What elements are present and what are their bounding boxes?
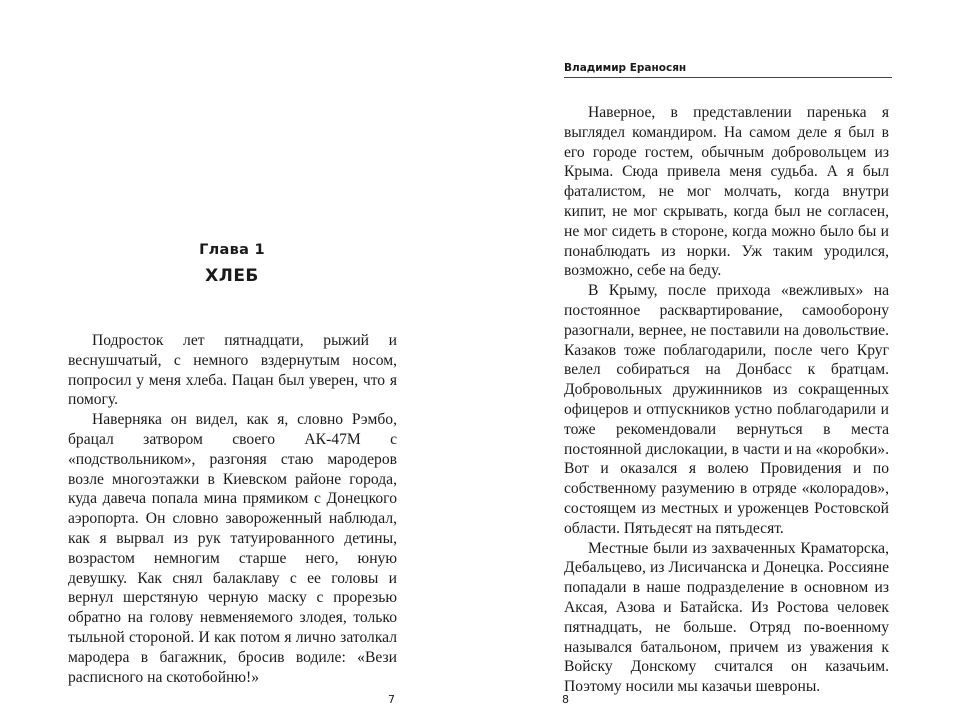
- right-body-text: [564, 103, 889, 697]
- chapter-label: Глава 1: [199, 242, 265, 258]
- left-body-text: [68, 331, 397, 687]
- running-head-author: Владимир Ераносян: [564, 62, 892, 78]
- paragraph: Подросток лет пятнадцати, рыжий и веснушчатый, с немного вздернутым носом, попросил у меня хлеба. Пацан был уверен, что я помогу.: [68, 332, 397, 409]
- paragraph: Местные были из захваченных Краматорска, Дебальцево, из Лисичанска и Донецка. Россияне попадали в наше подразделение в основном из Аксая, Азова и Батайска. Из Ростова человек пятнадцать, не больше. Отряд по-военному назывался батальоном, причем из уважения к Войску Донскому считался он казачьим. Поэтому носили мы казачьи шевроны.: [564, 539, 889, 696]
- page-number: 8: [562, 693, 569, 706]
- right-page: [478, 0, 956, 716]
- chapter-title: ХЛЕБ: [205, 266, 259, 286]
- paragraph: Наверное, в представлении паренька я выглядел командиром. На самом деле я был в его городе гостем, обычным добровольцем из Крыма. Сюда привела меня судьба. А я был фаталистом, не мог молчать, когда внутри кипит, не мог скрывать, когда был не согласен, не мог сидеть в стороне, когда можно было бы и понаблюдать из норки. Уж таким уродился, возможно, себе на беду.: [564, 104, 889, 280]
- paragraph: Наверняка он видел, как я, словно Рэмбо, брацал затвором своего АК-47М с «подствольником», разгоняя стаю мародеров возле многоэтажки в Киевском районе города, куда давеча попала мина прямиком с Донецкого аэропорта. Он словно завороженный наблюдал, как я вырвал из рук татуированного детины, возрастом немногим старше него, юную девушку. Как снял балаклаву с ее головы и вернул шерстяную черную маску с прорезью обратно на голову невменяемого злодея, только тыльной стороной. И как потом я лично затолкал мародера в багажник, бросив водиле: «Вези расписного на скотобойню!»: [68, 411, 397, 686]
- paragraph: В Крыму, после прихода «вежливых» на постоянное расквартирование, самооборону разогнали, вернее, не поставили на довольствие. Казаков тоже поблагодарили, после чего Круг велел собираться на Донбасс к братцам. Добровольных дружинников из сокращенных офицеров и отпускников устно поблагодарили и тоже рекомендовали вернуться в места постоянной дислокации, в части и на «коробки». Вот и оказался я волею Провидения и по собственному разумению в отряде «колорадов», состоящем из местных и уроженцев Ростовской области. Пятьдесят на пятьдесят.: [564, 282, 889, 537]
- page-number: 7: [388, 693, 395, 706]
